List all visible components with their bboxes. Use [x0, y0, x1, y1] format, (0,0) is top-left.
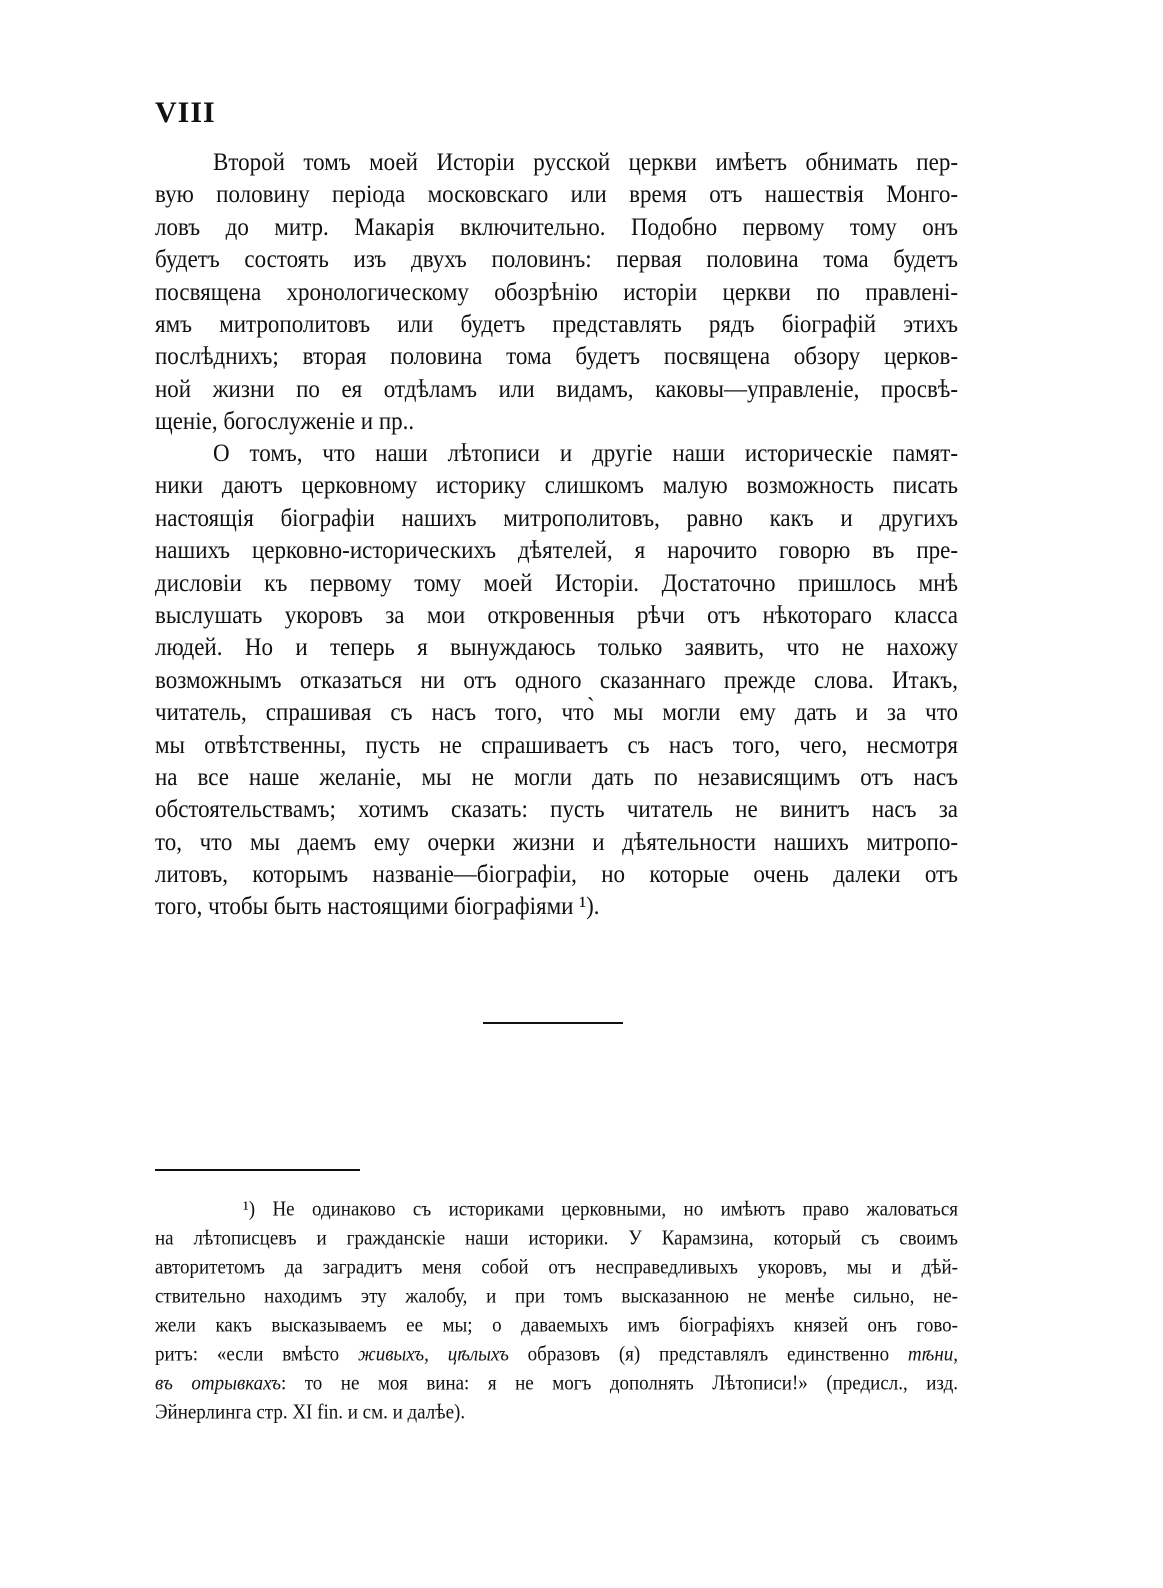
- italic-quote: въ отрывкахъ: [155, 1371, 281, 1396]
- text-line: литовъ, которымъ названіе—біографіи, но которые очень далеки отъ: [155, 859, 958, 888]
- footnote-text: Эйнерлинга стр. XI fin. и см. и далѣе).: [155, 1400, 466, 1425]
- text-line: ямъ митрополитовъ или будетъ представлять рядъ біографій этихъ: [155, 309, 958, 338]
- footnote-text: ритъ: «если вмѣсто: [155, 1342, 359, 1367]
- footnote-text: на лѣтописцевъ и гражданскіе наши историки. У Карамзина, который съ своимъ: [155, 1226, 958, 1251]
- text-line: настоящія біографіи нашихъ митрополитовъ, равно какъ и другихъ: [155, 503, 958, 532]
- text-line: щеніе, богослуженіе и пр..: [155, 406, 415, 435]
- page-number: VIII: [155, 96, 216, 129]
- text-line: О томъ, что наши лѣтописи и другіе наши историческіе памят-: [213, 438, 958, 467]
- text-line: послѣднихъ; вторая половина тома будетъ посвящена обзору церков-: [155, 341, 958, 370]
- footnote-line: [155, 1339, 958, 1371]
- text-line: то, что мы даемъ ему очерки жизни и дѣятельности нашихъ митропо-: [155, 827, 958, 856]
- footnote-text: авторитетомъ да заградитъ меня собой отъ несправедливыхъ укоровъ, мы и дѣй-: [155, 1255, 958, 1280]
- footnote-text: образовъ (я) представлялъ единственно: [508, 1342, 908, 1367]
- text-line: нашихъ церковно-историческихъ дѣятелей, я нарочито говорю въ пре-: [155, 535, 958, 564]
- text-line: ники даютъ церковному историку слишкомъ малую возможность писать: [155, 470, 958, 499]
- footnote-text: ¹) Не одинаково съ историками церковными, но имѣютъ право жаловаться: [243, 1197, 958, 1222]
- footnote-line: [155, 1368, 958, 1400]
- footnote-text: жели какъ высказываемъ ее мы; о даваемыхъ имъ біографіяхъ князей онъ гово-: [155, 1313, 958, 1338]
- text-line: возможнымъ отказаться ни отъ одного сказаннаго прежде слова. Итакъ,: [155, 665, 958, 694]
- paragraph-2: [155, 437, 958, 923]
- text-line: того, чтобы быть настоящими біографіями ¹).: [155, 891, 600, 920]
- text-line: ной жизни по ея отдѣламъ или видамъ, каковы—управленіе, просвѣ-: [155, 374, 958, 403]
- section-divider: [483, 1022, 623, 1024]
- text-line: мы отвѣтственны, пусть не спрашиваетъ съ насъ того, чего, несмотря: [155, 729, 958, 758]
- text-line: Второй томъ моей Исторіи русской церкви имѣетъ обнимать пер-: [213, 147, 958, 176]
- footnote-line: [155, 1397, 958, 1429]
- text-line: на все наше желаніе, мы не могли дать по независящимъ отъ насъ: [155, 762, 958, 791]
- footnote-line: [155, 1281, 958, 1313]
- footnote-line: [155, 1194, 958, 1226]
- footnote-line: [155, 1223, 958, 1255]
- footnote-text: ствительно находимъ эту жалобу, и при томъ высказанною не менѣе сильно, не-: [155, 1284, 958, 1309]
- text-line: вую половину періода московскаго или время отъ нашествія Монго-: [155, 179, 958, 208]
- text-line: ловъ до митр. Макарія включительно. Подобно первому тому онъ: [155, 212, 958, 241]
- text-line: читатель, спрашивая съ насъ того, что̀ мы могли ему дать и за что: [155, 697, 958, 726]
- footnote-line: [155, 1310, 958, 1342]
- text-line: обстоятельствамъ; хотимъ сказать: пусть читатель не винитъ насъ за: [155, 794, 958, 823]
- text-line: людей. Но и теперь я вынуждаюсь только заявить, что не нахожу: [155, 632, 958, 661]
- text-line: посвящена хронологическому обозрѣнію исторіи церкви по правлені-: [155, 276, 958, 305]
- footnote: [155, 1195, 958, 1427]
- footnote-rule: [155, 1169, 360, 1171]
- footnote-text: : то не моя вина: я не могъ дополнять Лѣтописи!» (предисл., изд.: [280, 1371, 958, 1396]
- italic-quote: живыхъ, цѣлыхъ: [358, 1342, 509, 1367]
- text-line: дисловіи къ первому тому моей Исторіи. Достаточно пришлось мнѣ: [155, 567, 958, 596]
- text-line: выслушать укоровъ за мои откровенныя рѣчи отъ нѣкотораго класса: [155, 600, 958, 629]
- paragraph-1: [155, 146, 958, 438]
- text-line: будетъ состоять изъ двухъ половинъ: первая половина тома будетъ: [155, 244, 958, 273]
- footnote-line: [155, 1252, 958, 1284]
- italic-quote: тѣни,: [907, 1342, 958, 1367]
